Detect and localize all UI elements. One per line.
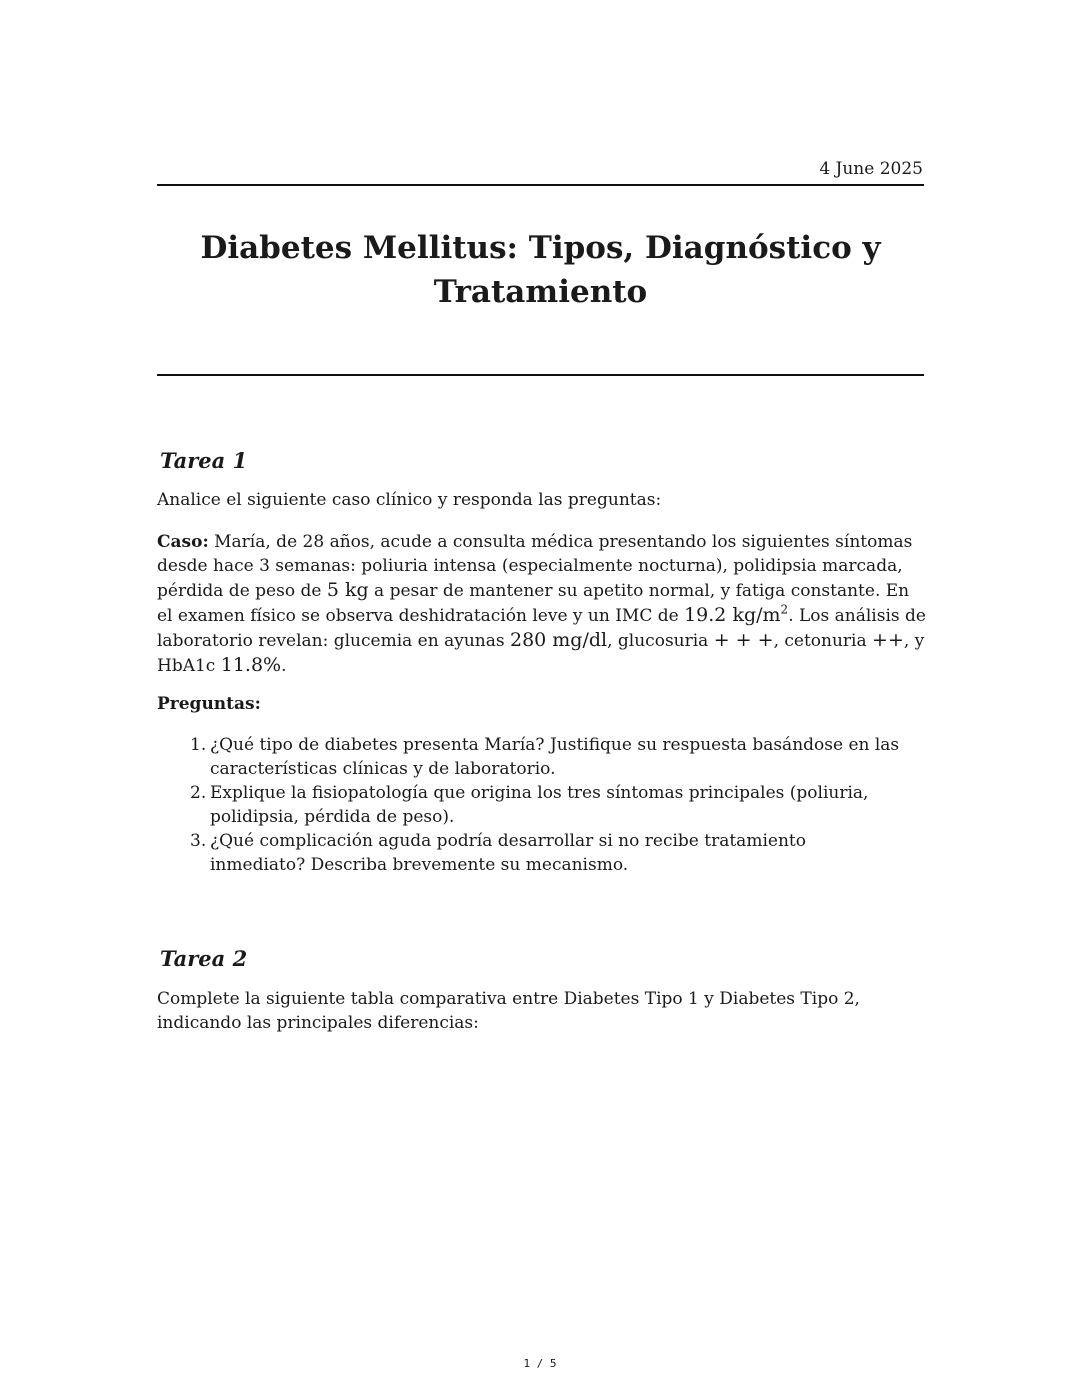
case-text-6: , y HbA1c: [157, 631, 925, 676]
case-text-2: a pesar de mantener su apetito normal, y fatiga constante. En el examen físico se observa deshidratación leve y un IMC de: [157, 581, 910, 626]
case-text-3: . Los análisis de laboratorio revelan: glucemia en ayunas: [157, 606, 926, 651]
question-text: ¿Qué complicación aguda podría desarrollar si no recibe tratamiento inmediato? Describa brevemente su mecanismo.: [210, 831, 806, 875]
questions-list: [190, 733, 900, 877]
case-text-5: , cetonuria: [773, 631, 873, 651]
list-item: [190, 733, 900, 781]
document-date: 4 June 2025: [819, 159, 923, 179]
list-item: [190, 781, 900, 829]
questions-label: [157, 692, 927, 716]
case-text-7: .: [281, 656, 287, 676]
cetonuria-value: ++: [872, 629, 904, 651]
page-number: 1 / 5: [523, 1357, 557, 1370]
case-text-4: , glucosuria: [607, 631, 714, 651]
imc-value: [684, 604, 788, 626]
tarea-2-intro: Complete la siguiente tabla comparativa entre Diabetes Tipo 1 y Diabetes Tipo 2, indicando las principales diferencias:: [157, 989, 860, 1033]
question-text: ¿Qué tipo de diabetes presenta María? Justifique su respuesta basándose en las características clínicas y de laboratorio.: [210, 735, 900, 779]
title-rule: [157, 374, 924, 376]
glucosuria-value: + + +: [713, 629, 774, 651]
imc-base: 19.2 kg/m: [684, 604, 781, 626]
tarea-2-heading: Tarea 2: [160, 946, 248, 971]
question-number: 3.: [190, 831, 207, 851]
question-number: 1.: [190, 735, 207, 755]
glucemia-value: 280 mg/dl: [509, 629, 608, 651]
imc-exponent: 2: [780, 602, 789, 617]
tarea-1-intro: Analice el siguiente caso clínico y responda las preguntas:: [157, 490, 662, 510]
question-text: Explique la fisiopatología que origina los tres síntomas principales (poliuria, polidipsia, pérdida de peso).: [210, 783, 869, 827]
tarea-1-heading: Tarea 1: [160, 448, 248, 473]
question-number: 2.: [190, 783, 207, 803]
case-text-1: María, de 28 años, acude a consulta médica presentando los siguientes síntomas desde hace 3 semanas: poliuria intensa (especialmente nocturna), polidipsia marcada, pérdida de peso de: [157, 532, 913, 601]
header-rule: [157, 184, 924, 186]
case-label: Caso:: [157, 532, 209, 552]
weight-value: 5 kg: [326, 579, 369, 601]
document-title: Diabetes Mellitus: Tipos, Diagnóstico y Tratamiento: [200, 230, 881, 310]
list-item: [190, 829, 900, 877]
questions-label-text: Preguntas:: [157, 694, 261, 714]
hba1c-value: 11.8%: [220, 654, 282, 676]
case-paragraph: [157, 530, 927, 678]
